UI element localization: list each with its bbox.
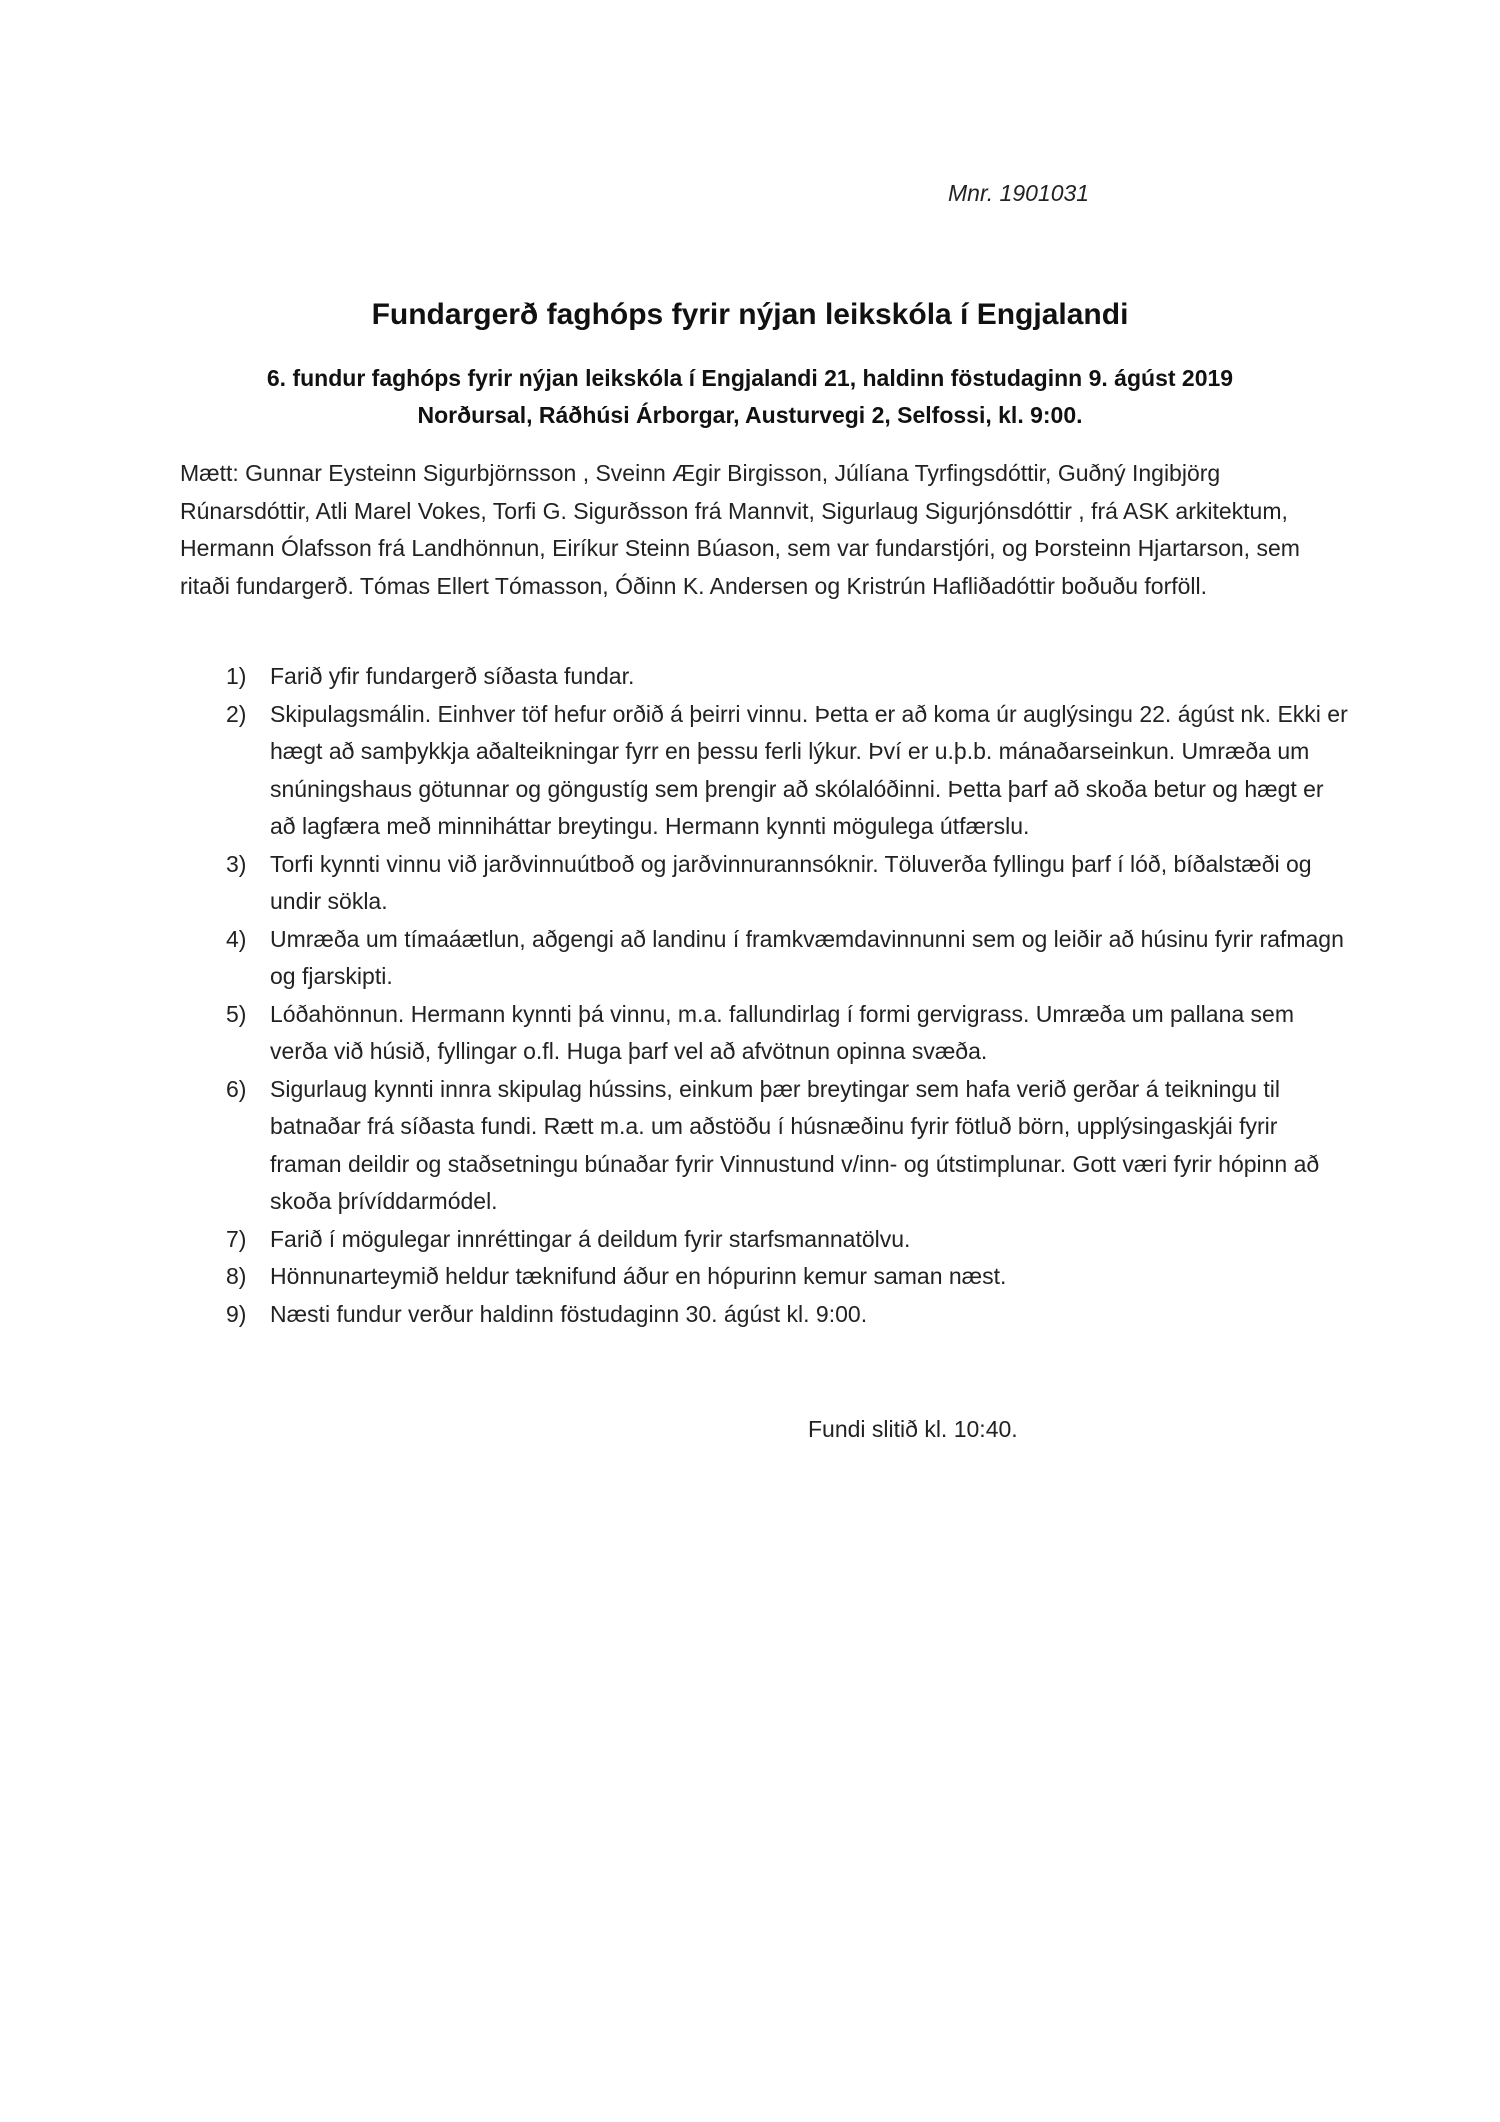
agenda-item-2 (180, 696, 1350, 846)
attendees-paragraph: Mætt: Gunnar Eysteinn Sigurbjörnsson , Sveinn Ægir Birgisson, Júlíana Tyrfingsdóttir, Guðný Ingibjörg Rúnarsdóttir, Atli Marel Vokes, Torfi G. Sigurðsson frá Mannvit, Sigurlaug Sigurjónsdóttir , frá ASK arkitektum, Hermann Ólafsson frá Landhönnun, Eiríkur Steinn Búason, sem var fundarstjóri, og Þorsteinn Hjartarson, sem ritaði fundargerð. Tómas Ellert Tómasson, Óðinn K. Andersen og Kristrún Hafliðadóttir boðuðu forföll. (180, 460, 1300, 599)
agenda-item-text: Lóðahönnun. Hermann kynnti þá vinnu, m.a. fallundirlag í formi gervigrass. Umræða um pallana sem verða við húsið, fyllingar o.fl. Huga þarf vel að afvötnun opinna svæða. (270, 1000, 1295, 1064)
agenda-item-1 (180, 658, 1350, 696)
closing-note: Fundi slitið kl. 10:40. (808, 1416, 1018, 1442)
agenda-item-number: 5) (226, 1000, 247, 1027)
agenda-item-text: Sigurlaug kynnti innra skipulag hússins, einkum þær breytingar sem hafa verið gerðar á teikningu til batnaðar frá síðasta fundi. Rætt m.a. um aðstöðu í húsnæðinu fyrir fötluð börn, upplýsingaskjái fyrir framan deildir og staðsetningu búnaðar fyrir Vinnustund v/inn- og útstimplunar. Gott væri fyrir hópinn að skoða þrívíddarmódel. (270, 1075, 1320, 1214)
subtitle-line-2: Norðursal, Ráðhúsi Árborgar, Austurvegi 2, Selfossi, kl. 9:00. (417, 402, 1083, 428)
agenda-item-number: 1) (226, 663, 247, 689)
agenda-item-text: Næsti fundur verður haldinn föstudaginn 30. ágúst kl. 9:00. (270, 1300, 868, 1327)
agenda-item-number: 2) (226, 700, 247, 727)
agenda-item-number: 4) (226, 925, 247, 952)
agenda-item-4 (180, 921, 1350, 996)
agenda-item-number: 3) (226, 850, 247, 877)
agenda-item-8 (180, 1258, 1350, 1296)
agenda-item-3 (180, 846, 1350, 921)
agenda-item-text: Farið í mögulegar innréttingar á deildum fyrir starfsmannatölvu. (270, 1225, 911, 1252)
subtitle-line-1: 6. fundur faghóps fyrir nýjan leikskóla í Engjalandi 21, haldinn föstudaginn 9. ágúst 2019 (266, 365, 1234, 391)
agenda-item-number: 7) (226, 1225, 247, 1252)
agenda-list (180, 658, 1350, 1333)
agenda-item-text: Umræða um tímaáætlun, aðgengi að landinu í framkvæmdavinnunni sem og leiðir að húsinu fyrir rafmagn og fjarskipti. (270, 925, 1344, 989)
reference-number: Mnr. 1901031 (948, 180, 1090, 206)
agenda-item-text: Hönnunarteymið heldur tæknifund áður en hópurinn kemur saman næst. (270, 1263, 1007, 1289)
agenda-item-9 (180, 1296, 1350, 1334)
agenda-item-number: 8) (226, 1263, 247, 1289)
agenda-item-text: Farið yfir fundargerð síðasta fundar. (270, 663, 635, 689)
agenda-item-text: Skipulagsmálin. Einhver töf hefur orðið á þeirri vinnu. Þetta er að koma úr auglýsingu 22. ágúst nk. Ekki er hægt að samþykkja aðalteikningar fyrr en þessu ferli lýkur. Því er u.þ.b. mánaðarseinkun. Umræða um snúningshaus götunnar og göngustíg sem þrengir að skólalóðinni. Þetta þarf að skoða betur og hægt er að lagfæra með minniháttar breytingu. Hermann kynnti mögulega útfærslu. (270, 700, 1348, 839)
agenda-item-number: 6) (226, 1075, 247, 1102)
agenda-item-text: Torfi kynnti vinnu við jarðvinnuútboð og jarðvinnurannsóknir. Töluverða fyllingu þarf í lóð, bíðalstæði og undir sökla. (270, 850, 1312, 914)
agenda-item-6 (180, 1071, 1350, 1221)
document-title: Fundargerð faghóps fyrir nýjan leikskóla í Engjalandi (371, 298, 1129, 331)
agenda-item-5 (180, 996, 1350, 1071)
meeting-subtitle (0, 360, 1500, 434)
agenda-item-7 (180, 1221, 1350, 1259)
agenda-item-number: 9) (226, 1300, 247, 1327)
